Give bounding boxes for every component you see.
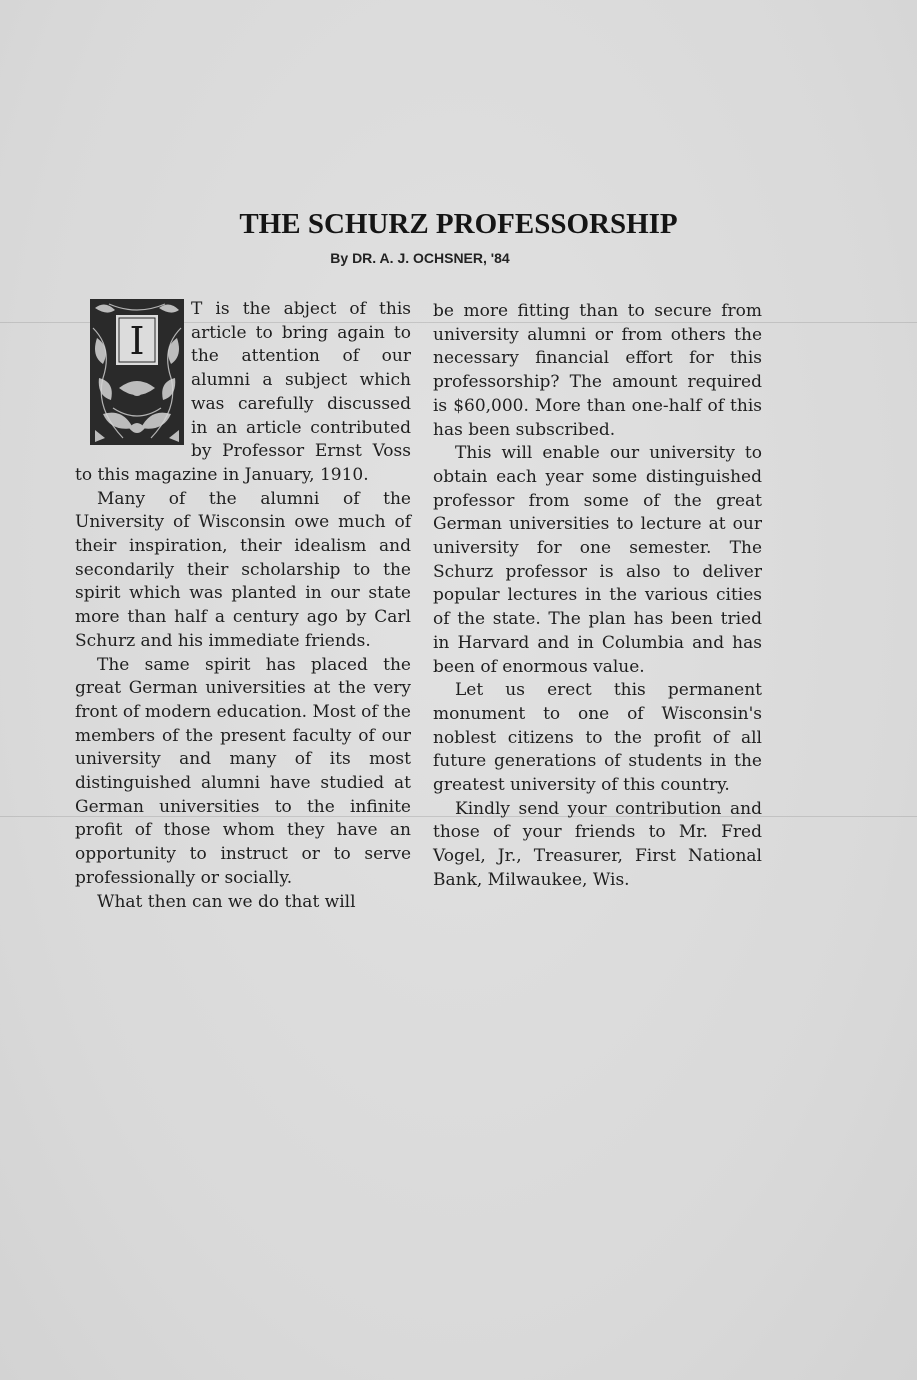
drop-cap-letter: I	[129, 319, 145, 363]
paragraph: The same spirit has placed the great German universities at the very front of modern education. Most of the members of the present faculty of our university and many of its most distinguished alumni have studied at German universities to the infinite profit of those whom they have an opportunity to instruct or to serve professionally or socially.	[75, 654, 411, 888]
left-column	[75, 298, 411, 914]
paragraph: Many of the alumni of the University of Wisconsin owe much of their inspiration, their idealism and secondarily their scholarship to the spirit which was planted in our state more than half a century ago by Carl Schurz and his immediate friends.	[75, 488, 411, 651]
paragraph: What then can we do that will	[97, 891, 356, 912]
paragraph: be more fitting than to secure from university alumni or from others the necessary financial effort for this professorship? The amount required is $60,000. More than one-half of this has been subscribed.	[433, 301, 762, 440]
article-title: THE SCHURZ PROFESSORSHIP	[239, 208, 678, 240]
ornamental-drop-cap	[89, 298, 185, 446]
article-byline: By DR. A. J. OCHSNER, '84	[330, 250, 510, 266]
paragraph: Kindly send your contribution and those of your friends to Mr. Fred Vogel, Jr., Treasurer, First National Bank, Milwaukee, Wis.	[433, 798, 762, 890]
right-column	[433, 300, 762, 893]
paragraph: Let us erect this permanent monument to one of Wisconsin's noblest citizens to the profit of all future generations of students in the greatest university of this country.	[433, 680, 762, 796]
paragraph: T is the abject of this article to bring again to the attention of our alumni a subject which was carefully discussed in an article contributed by Professor Ernst Voss to this magazine in January, 1910.	[75, 299, 411, 485]
paragraph: This will enable our university to obtain each year some distinguished professor from some of the great German universities to lecture at our university for one semester. The Schurz professor is also to deliver popular lectures in the various cities of the state. The plan has been tried in Harvard and in Columbia and has been of enormous value.	[433, 443, 762, 677]
